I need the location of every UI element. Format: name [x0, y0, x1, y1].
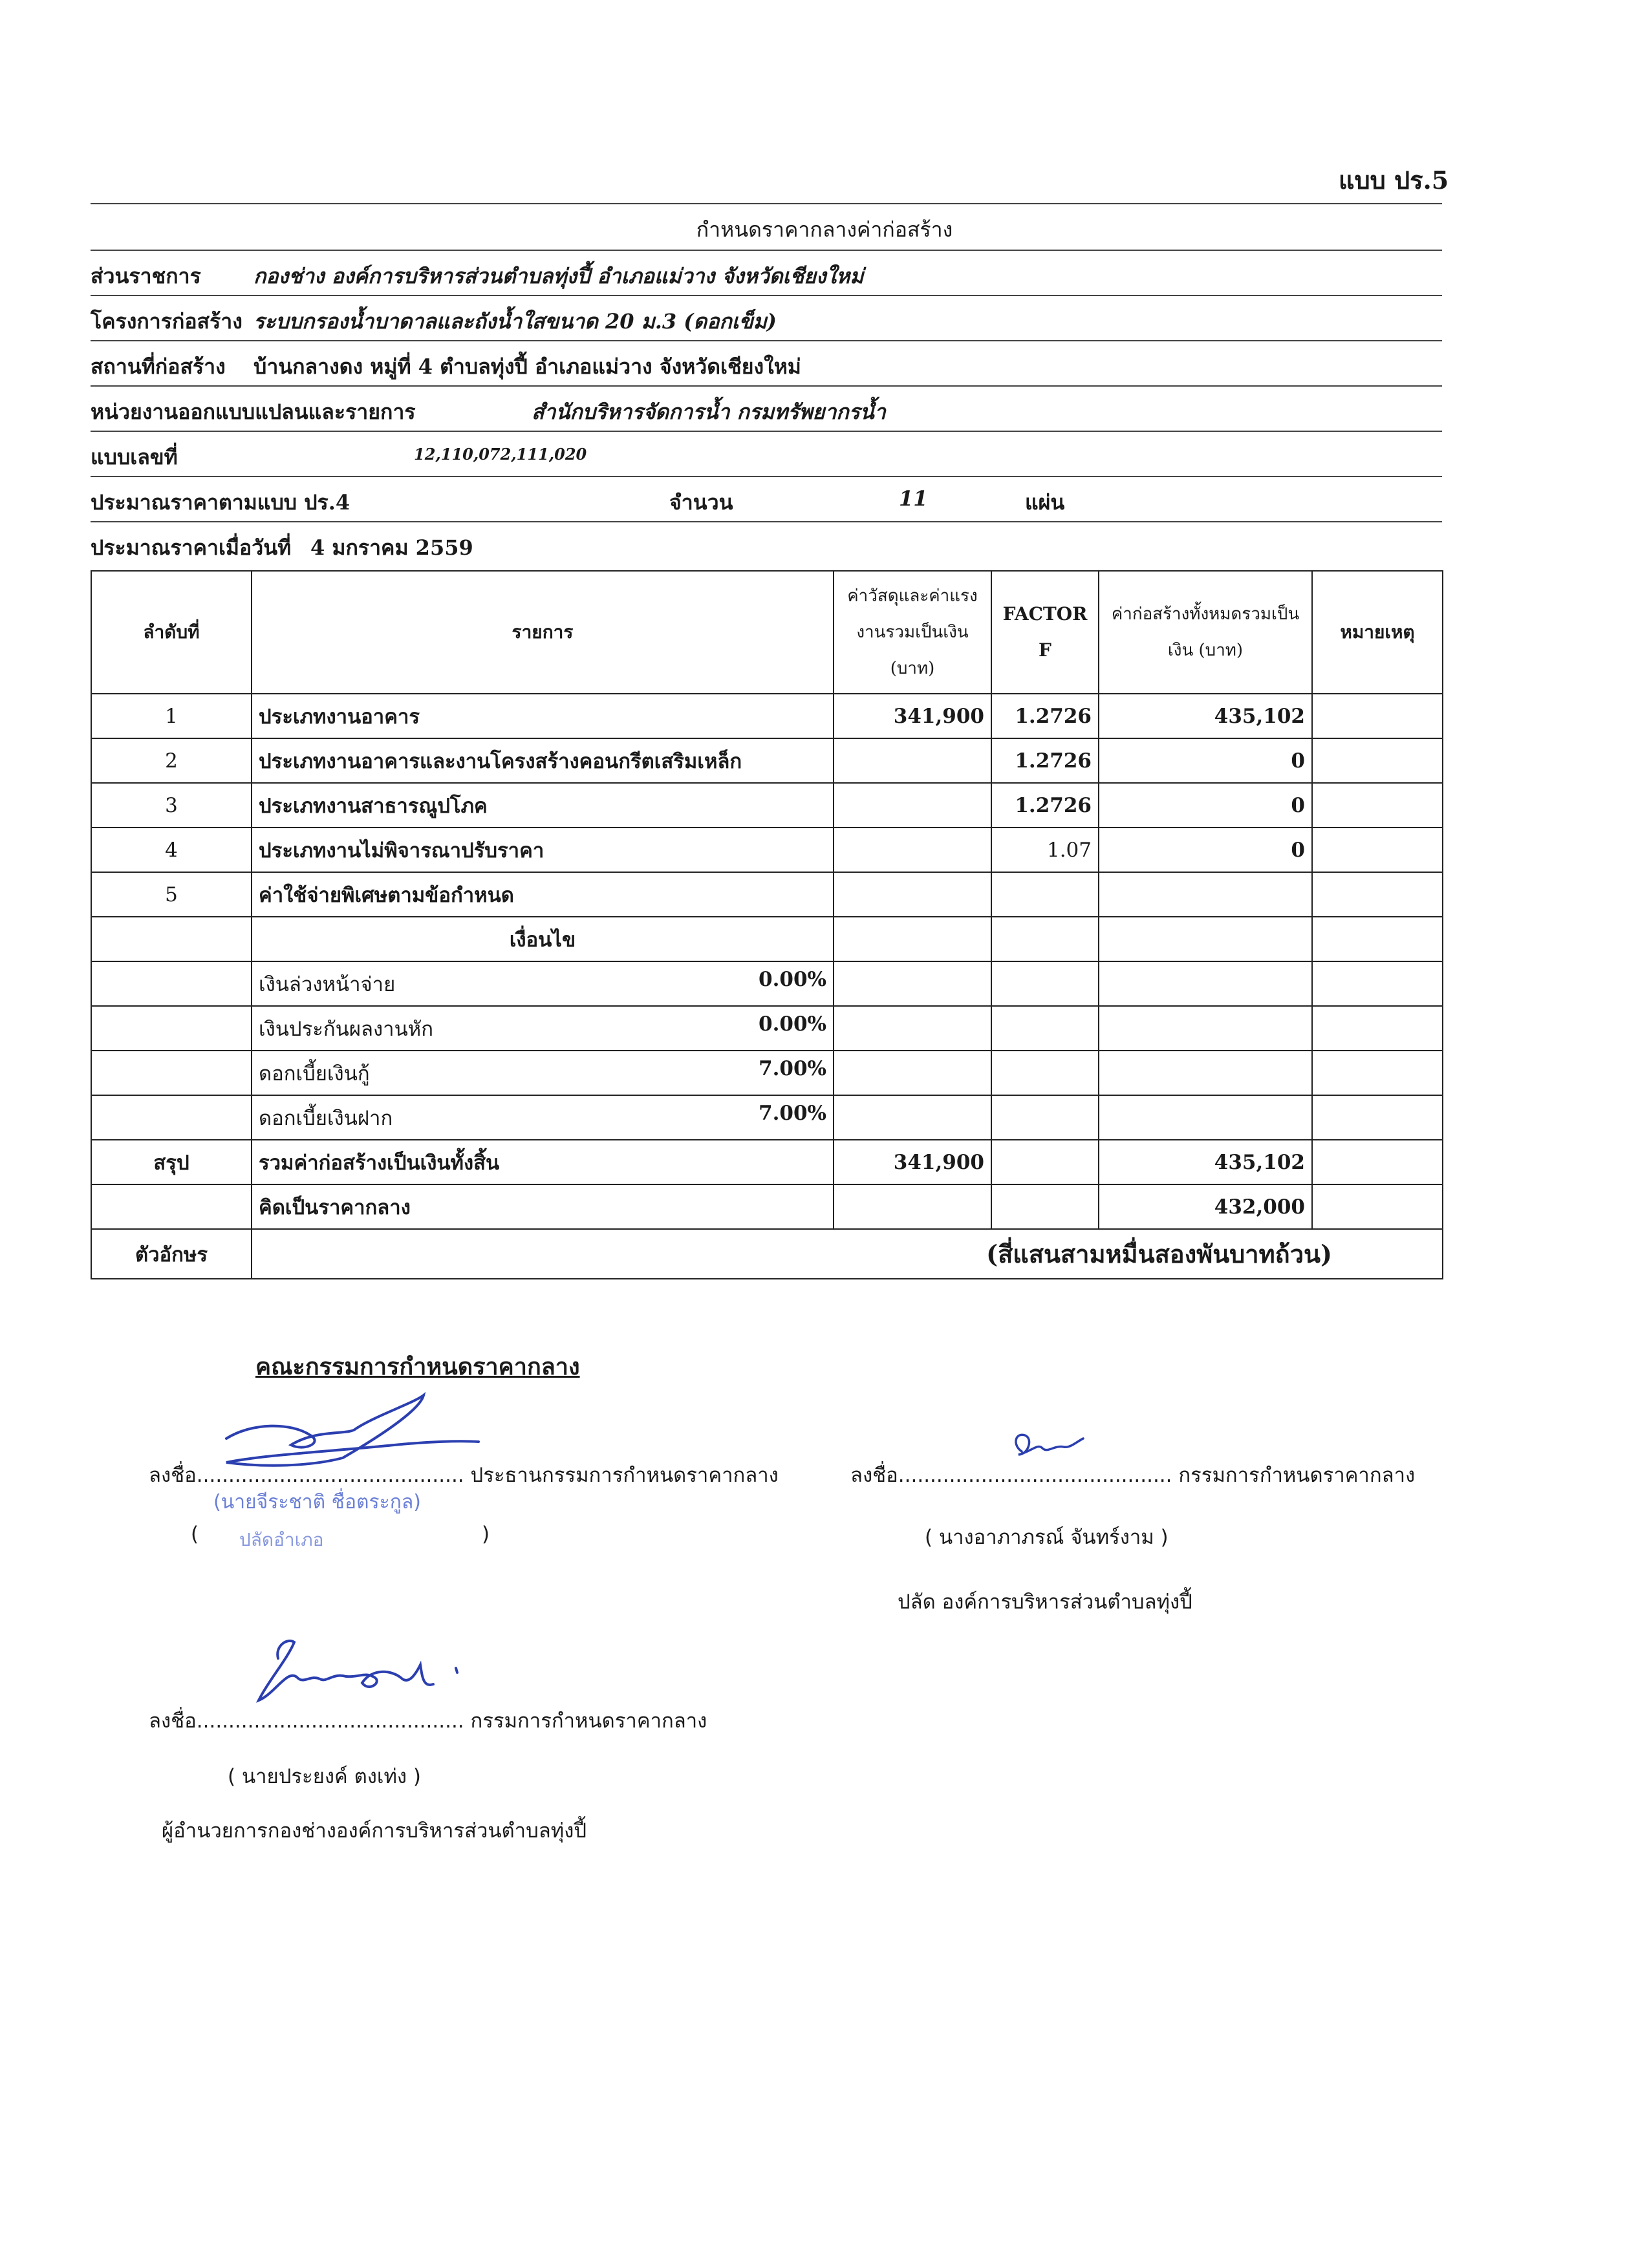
date-label: ประมาณราคาเมื่อวันที่: [91, 535, 292, 560]
empty-cell: [1312, 1051, 1443, 1095]
row-material: [834, 738, 991, 783]
project-label: โครงการก่อสร้าง: [91, 309, 242, 334]
row-item: ประเภทงานสาธารณูปโภค: [252, 783, 834, 828]
condition-label: เงินล่วงหน้าจ่าย: [259, 972, 396, 996]
count-label: จำนวน: [669, 490, 733, 515]
summary-row: [91, 1140, 1443, 1184]
row-no: 5: [91, 872, 252, 917]
project-value: ระบบกรองน้ำบาดาลและถังน้ำใสขนาด 20 ม.3 (ดอกเข็ม): [253, 309, 777, 334]
header-no: ลำดับที่: [91, 571, 252, 694]
divider: [91, 203, 1442, 204]
row-factor: [991, 872, 1099, 917]
words-label: ตัวอักษร: [91, 1229, 252, 1279]
condition-value: 0.00%: [759, 1012, 826, 1036]
empty-cell: [91, 1095, 252, 1140]
median-total: 432,000: [1099, 1184, 1312, 1229]
signature-1-paren-open: (: [191, 1523, 199, 1546]
empty-cell: [1312, 917, 1443, 961]
empty-cell: [91, 1051, 252, 1095]
signature-3-line: ลงชื่อ.......................................... กรรมการกำหนดราคากลาง: [149, 1709, 707, 1733]
signature-1-stamp-name: (นายจีระชาติ ชื่อตระกูล): [213, 1491, 422, 1514]
row-no: 2: [91, 738, 252, 783]
row-material: 341,900: [834, 694, 991, 738]
table-row: [91, 828, 1443, 872]
condition-row: [91, 1051, 1443, 1095]
divider: [91, 521, 1442, 522]
divider: [91, 295, 1442, 296]
sheet-label: แผ่น: [1025, 490, 1065, 515]
signature-3-position: ผู้อำนวยการกองช่างองค์การบริหารส่วนตำบลทุ่งปี้: [162, 1819, 587, 1843]
empty-cell: [1312, 961, 1443, 1006]
median-row: [91, 1184, 1443, 1229]
header-factor: FACTOR F: [991, 571, 1099, 694]
row-factor: 1.2726: [991, 738, 1099, 783]
count-value: 11: [899, 486, 928, 511]
condition-cell: [252, 961, 834, 1006]
row-factor: 1.2726: [991, 694, 1099, 738]
row-total: [1099, 872, 1312, 917]
signature-1-paren-close: ): [482, 1523, 490, 1546]
row-item: ค่าใช้จ่ายพิเศษตามข้อกำหนด: [252, 872, 834, 917]
signature-2-line: ลงชื่อ........................................... กรรมการกำหนดราคากลาง: [850, 1464, 1416, 1487]
divider: [91, 385, 1442, 387]
row-item: ประเภทงานอาคาร: [252, 694, 834, 738]
empty-cell: [91, 1006, 252, 1051]
words-value: (สี่แสนสามหมื่นสองพันบาทถ้วน): [252, 1229, 1443, 1279]
words-row: [91, 1229, 1443, 1279]
condition-value: 0.00%: [759, 967, 826, 991]
row-remark: [1312, 828, 1443, 872]
header-total: ค่าก่อสร้างทั้งหมดรวมเป็นเงิน (บาท): [1099, 571, 1312, 694]
row-factor: 1.2726: [991, 783, 1099, 828]
row-remark: [1312, 738, 1443, 783]
site-label: สถานที่ก่อสร้าง: [91, 354, 226, 379]
table-row: [91, 738, 1443, 783]
empty-cell: [834, 1184, 991, 1229]
empty-cell: [1312, 1184, 1443, 1229]
row-no: 1: [91, 694, 252, 738]
row-remark: [1312, 694, 1443, 738]
divider: [91, 476, 1442, 477]
divider: [91, 250, 1442, 251]
median-label: คิดเป็นราคากลาง: [252, 1184, 834, 1229]
table-row: [91, 783, 1443, 828]
empty-cell: [834, 1006, 991, 1051]
empty-cell: [91, 1184, 252, 1229]
header-material: ค่าวัสดุและค่าแรงงานรวมเป็นเงิน (บาท): [834, 571, 991, 694]
site-value: บ้านกลางดง หมู่ที่ 4 ตำบลทุ่งปี้ อำเภอแม่วาง จังหวัดเชียงใหม่: [253, 354, 801, 379]
header-remark: หมายเหตุ: [1312, 571, 1443, 694]
empty-cell: [91, 961, 252, 1006]
empty-cell: [1312, 1140, 1443, 1184]
empty-cell: [834, 961, 991, 1006]
row-no: 3: [91, 783, 252, 828]
conditions-title: เงื่อนไข: [252, 917, 834, 961]
signature-2-name: ( นางอาภาภรณ์ จันทร์งาม ): [925, 1526, 1169, 1549]
conditions-title-row: [91, 917, 1443, 961]
empty-cell: [834, 1051, 991, 1095]
condition-row: [91, 1095, 1443, 1140]
row-factor: 1.07: [991, 828, 1099, 872]
summary-label: สรุป: [91, 1140, 252, 1184]
condition-cell: [252, 1006, 834, 1051]
empty-cell: [1099, 1095, 1312, 1140]
empty-cell: [1312, 1095, 1443, 1140]
plan-no-value: 12,110,072,111,020: [414, 445, 587, 464]
table-row: [91, 872, 1443, 917]
summary-total: 435,102: [1099, 1140, 1312, 1184]
condition-label: เงินประกันผลงานหัก: [259, 1017, 433, 1041]
row-item: ประเภทงานไม่พิจารณาปรับราคา: [252, 828, 834, 872]
empty-cell: [834, 917, 991, 961]
empty-cell: [1312, 1006, 1443, 1051]
empty-cell: [991, 1095, 1099, 1140]
header-item: รายการ: [252, 571, 834, 694]
price-table: [91, 570, 1443, 1279]
condition-cell: [252, 1095, 834, 1140]
row-item: ประเภทงานอาคารและงานโครงสร้างคอนกรีตเสริมเหล็ก: [252, 738, 834, 783]
empty-cell: [91, 917, 252, 961]
summary-item: รวมค่าก่อสร้างเป็นเงินทั้งสิ้น: [252, 1140, 834, 1184]
divider: [91, 431, 1442, 432]
designer-value: สำนักบริหารจัดการน้ำ กรมทรัพยากรน้ำ: [532, 400, 886, 424]
row-no: 4: [91, 828, 252, 872]
condition-value: 7.00%: [759, 1056, 826, 1080]
condition-label: ดอกเบี้ยเงินฝาก: [259, 1106, 393, 1130]
row-total: 435,102: [1099, 694, 1312, 738]
row-material: [834, 828, 991, 872]
signature-2-position: ปลัด องค์การบริหารส่วนตำบลทุ่งปี้: [898, 1590, 1192, 1614]
empty-cell: [991, 1140, 1099, 1184]
condition-row: [91, 1006, 1443, 1051]
empty-cell: [1099, 1006, 1312, 1051]
table-row: [91, 694, 1443, 738]
signature-1-stamp-title: ปลัดอำเภอ: [239, 1529, 324, 1550]
estimate-label: ประมาณราคาตามแบบ ปร.4: [91, 490, 350, 515]
condition-cell: [252, 1051, 834, 1095]
empty-cell: [834, 1095, 991, 1140]
empty-cell: [991, 1006, 1099, 1051]
empty-cell: [991, 1051, 1099, 1095]
summary-material: 341,900: [834, 1140, 991, 1184]
condition-value: 7.00%: [759, 1101, 826, 1125]
empty-cell: [1099, 961, 1312, 1006]
row-material: [834, 783, 991, 828]
divider: [91, 340, 1442, 341]
table-header-row: [91, 571, 1443, 694]
empty-cell: [1099, 917, 1312, 961]
condition-row: [91, 961, 1443, 1006]
row-total: 0: [1099, 783, 1312, 828]
signature-1-line: ลงชื่อ.......................................... ประธานกรรมการกำหนดราคากลาง: [149, 1464, 779, 1487]
document-title: กำหนดราคากลางค่าก่อสร้าง: [696, 217, 953, 242]
designer-label: หน่วยงานออกแบบแปลนและรายการ: [91, 400, 416, 424]
agency-label: ส่วนราชการ: [91, 264, 201, 288]
row-total: 0: [1099, 738, 1312, 783]
row-remark: [1312, 783, 1443, 828]
committee-title: คณะกรรมการกำหนดราคากลาง: [255, 1353, 580, 1380]
empty-cell: [991, 917, 1099, 961]
row-material: [834, 872, 991, 917]
form-code: แบบ ปร.5: [1339, 166, 1449, 195]
date-value: 4 มกราคม 2559: [310, 535, 473, 560]
row-remark: [1312, 872, 1443, 917]
condition-label: ดอกเบี้ยเงินกู้: [259, 1062, 370, 1086]
plan-no-label: แบบเลขที่: [91, 445, 178, 469]
empty-cell: [991, 1184, 1099, 1229]
signature-3-name: ( นายประยงค์ ตงเท่ง ): [228, 1765, 421, 1788]
empty-cell: [1099, 1051, 1312, 1095]
agency-value: กองช่าง องค์การบริหารส่วนตำบลทุ่งปี้ อำเภอแม่วาง จังหวัดเชียงใหม่: [253, 264, 864, 288]
row-total: 0: [1099, 828, 1312, 872]
empty-cell: [991, 961, 1099, 1006]
